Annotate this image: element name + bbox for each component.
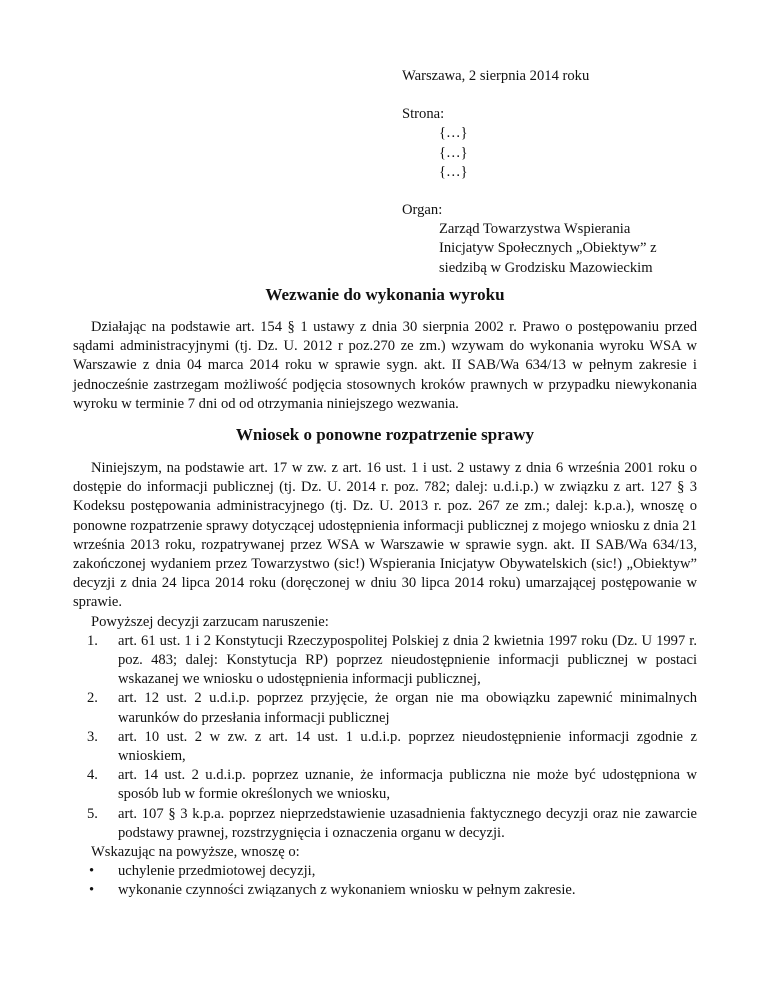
section-title-summons: Wezwanie do wykonania wyroku <box>265 285 505 304</box>
reconsideration-body <box>73 459 697 901</box>
section-title-reconsideration: Wniosek o ponowne rozpatrzenie sprawy <box>235 425 535 444</box>
list-text: art. 12 ust. 2 u.d.i.p. poprzez przyjęcie, że organ nie ma obowiązku zapewnić minimalnych warunków do przesłania informacji publicznej <box>118 690 697 726</box>
list-item <box>73 881 697 900</box>
list-number: 3. <box>87 728 98 745</box>
list-number: 5. <box>87 805 98 822</box>
summons-text: Działając na podstawie art. 154 § 1 ustawy z dnia 30 sierpnia 2002 r. Prawo o postępowaniu przed sądami administracyjnymi (tj. Dz. U. 2012 r poz.270 ze zm.) wzywam do wykonania wyroku WSA w Warszawie z dnia 04 marca 2014 roku w sprawie sygn. akt. II SAB/Wa 634/13 w pełnym zakresie i jednocześnie zastrzegam możliwość podjęcia stosownych kroków prawnych w przypadku niewykonania wyroku w terminie 7 dni od od otrzymania niniejszego wezwania. <box>73 319 697 412</box>
list-item <box>73 862 697 881</box>
list-number: 4. <box>87 767 98 784</box>
list-item <box>73 766 697 804</box>
list-text: art. 61 ust. 1 i 2 Konstytucji Rzeczypospolitej Polskiej z dnia 2 kwietnia 1997 roku (Dz. U 1997 r. poz. 483; dalej: Konstytucja RP) poprzez nieudostępnienie informacji publicznej w postaci wskazanej we wniosku o udostępnienia informacji publicznej, <box>118 632 697 688</box>
list-item <box>73 632 697 690</box>
list-item <box>73 728 697 766</box>
party-label: Strona: <box>402 106 445 123</box>
organ-line: siedzibą w Grodzisku Mazowieckim <box>439 259 653 276</box>
list-item <box>73 805 697 843</box>
bullet-icon: • <box>89 863 95 880</box>
list-text: wykonanie czynności związanych z wykonaniem wniosku w pełnym zakresie. <box>118 882 576 899</box>
letter-header <box>402 67 722 278</box>
list-text: art. 10 ust. 2 w zw. z art. 14 ust. 1 u.d.i.p. poprzez nieudostępnienie informacji zgodnie z wnioskiem, <box>118 728 697 765</box>
organ-label: Organ: <box>402 202 443 219</box>
list-text: art. 14 ust. 2 u.d.i.p. poprzez uznanie, że informacja publiczna nie może być udostępniona w sposób lub w formie określonych we wniosku, <box>118 767 697 803</box>
place-date: Warszawa, 2 sierpnia 2014 roku <box>402 68 590 84</box>
list-text: art. 107 § 3 k.p.a. poprzez nieprzedstawienie uzasadnienia faktycznego decyzji oraz nie zawarcie podstawy prawnej, rozstrzygnięcia i oznaczenia organu w decyzji. <box>118 805 697 841</box>
organ-line: Inicjatyw Społecznych „Obiektyw” z <box>439 240 657 257</box>
party-line: {…} <box>439 125 468 142</box>
list-number: 2. <box>87 690 98 707</box>
requests-intro: Wskazując na powyższe, wnoszę o: <box>91 844 300 861</box>
violations-intro: Powyższej decyzji zarzucam naruszenie: <box>91 613 329 630</box>
party-line: {…} <box>439 163 468 180</box>
violations-list <box>73 632 697 843</box>
list-number: 1. <box>87 632 98 649</box>
summons-paragraph <box>73 318 697 414</box>
requests-list <box>73 862 697 900</box>
list-text: uchylenie przedmiotowej decyzji, <box>118 863 316 880</box>
list-item <box>73 689 697 727</box>
party-line: {…} <box>439 144 468 161</box>
reconsideration-text: Niniejszym, na podstawie art. 17 w zw. z art. 16 ust. 1 i ust. 2 ustawy z dnia 6 września 2001 roku o dostępie do informacji publicznej (tj. Dz. U. 2014 r. poz. 782; dalej: u.d.i.p.) w związku z art. 127 § 3 Kodeksu postępowania administracyjnego (tj. Dz. U. 2013 r. poz. 267 ze zm.; dalej: k.p.a.), wnoszę o ponowne rozpatrzenie sprawy dotyczącej udostępnienia informacji publicznej z mojego wniosku z dnia 21 września 2013 roku, rozpatrywanej przez WSA w Warszawie w sprawie sygn. akt. II SAB/Wa 634/13, zakończonej wydaniem przez Towarzystwo (sic!) Wspierania Inicjatyw Obywatelskich (sic!) „Obiektyw” decyzji z dnia 24 lipca 2014 roku (doręczonej w dniu 30 lipca 2014 roku) umarzającej postępowanie w sprawie. <box>73 460 697 611</box>
bullet-icon: • <box>89 882 95 899</box>
organ-line: Zarząd Towarzystwa Wspierania <box>439 221 631 238</box>
